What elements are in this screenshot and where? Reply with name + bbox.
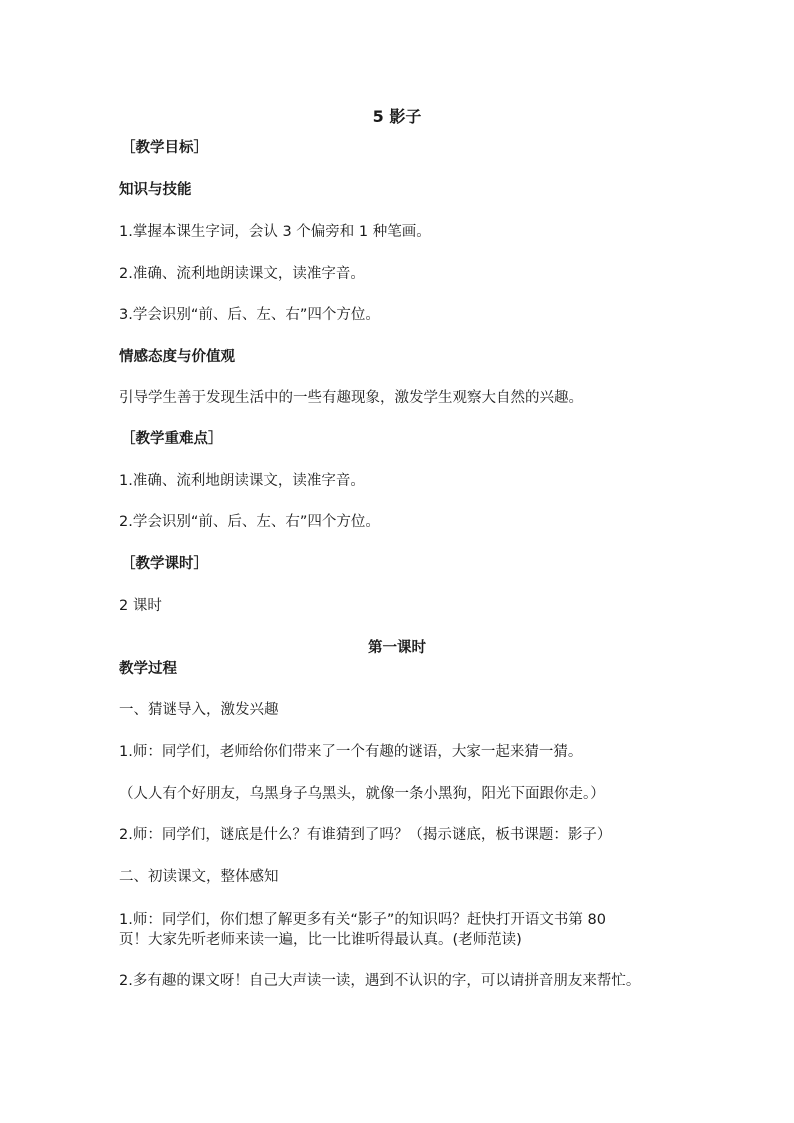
key-item-1: 1.准确、流利地朗读课文，读准字音。: [119, 473, 365, 489]
section2-item-1-line-2: 页！大家先听老师来读一遍，比一比谁听得最认真。(老师范读): [119, 932, 522, 948]
knowledge-heading: 知识与技能: [119, 182, 192, 198]
hours-text: 2 课时: [119, 598, 162, 614]
emotion-text: 引导学生善于发现生活中的一些有趣现象，激发学生观察大自然的兴趣。: [119, 390, 583, 406]
section1-heading: 一、猜谜导入，激发兴趣: [119, 702, 279, 718]
knowledge-item-1: 1.掌握本课生字词，会认 3 个偏旁和 1 种笔画。: [119, 224, 431, 240]
lesson-heading: 第一课时: [368, 640, 426, 656]
key-item-2: 2.学会识别“前、后、左、右”四个方位。: [119, 514, 380, 530]
section1-item-1: 1.师：同学们，老师给你们带来了一个有趣的谜语，大家一起来猜一猜。: [119, 744, 583, 760]
goal-heading: ［教学目标］: [121, 140, 208, 156]
key-heading: ［教学重难点］: [121, 431, 223, 447]
knowledge-item-3: 3.学会识别“前、后、左、右”四个方位。: [119, 307, 380, 323]
emotion-heading: 情感态度与价值观: [119, 349, 235, 365]
section2-item-2: 2.多有趣的课文呀！自己大声读一读，遇到不认识的字，可以请拼音朋友来帮忙。: [119, 973, 641, 989]
section2-item-1-line-1: 1.师：同学们，你们想了解更多有关“影子”的知识吗？赶快打开语文书第 80: [119, 912, 606, 928]
section1-item-2: 2.师：同学们，谜底是什么？有谁猜到了吗？（揭示谜底，板书课题：影子）: [119, 827, 612, 843]
page-title: 5 影子: [372, 107, 422, 126]
process-heading: 教学过程: [119, 661, 177, 677]
knowledge-item-2: 2.准确、流利地朗读课文，读准字音。: [119, 266, 365, 282]
section1-riddle: （人人有个好朋友，乌黑身子乌黑头，就像一条小黑狗，阳光下面跟你走。）: [119, 786, 605, 802]
section2-heading: 二、初读课文，整体感知: [119, 869, 279, 885]
hours-heading: ［教学课时］: [121, 556, 208, 572]
